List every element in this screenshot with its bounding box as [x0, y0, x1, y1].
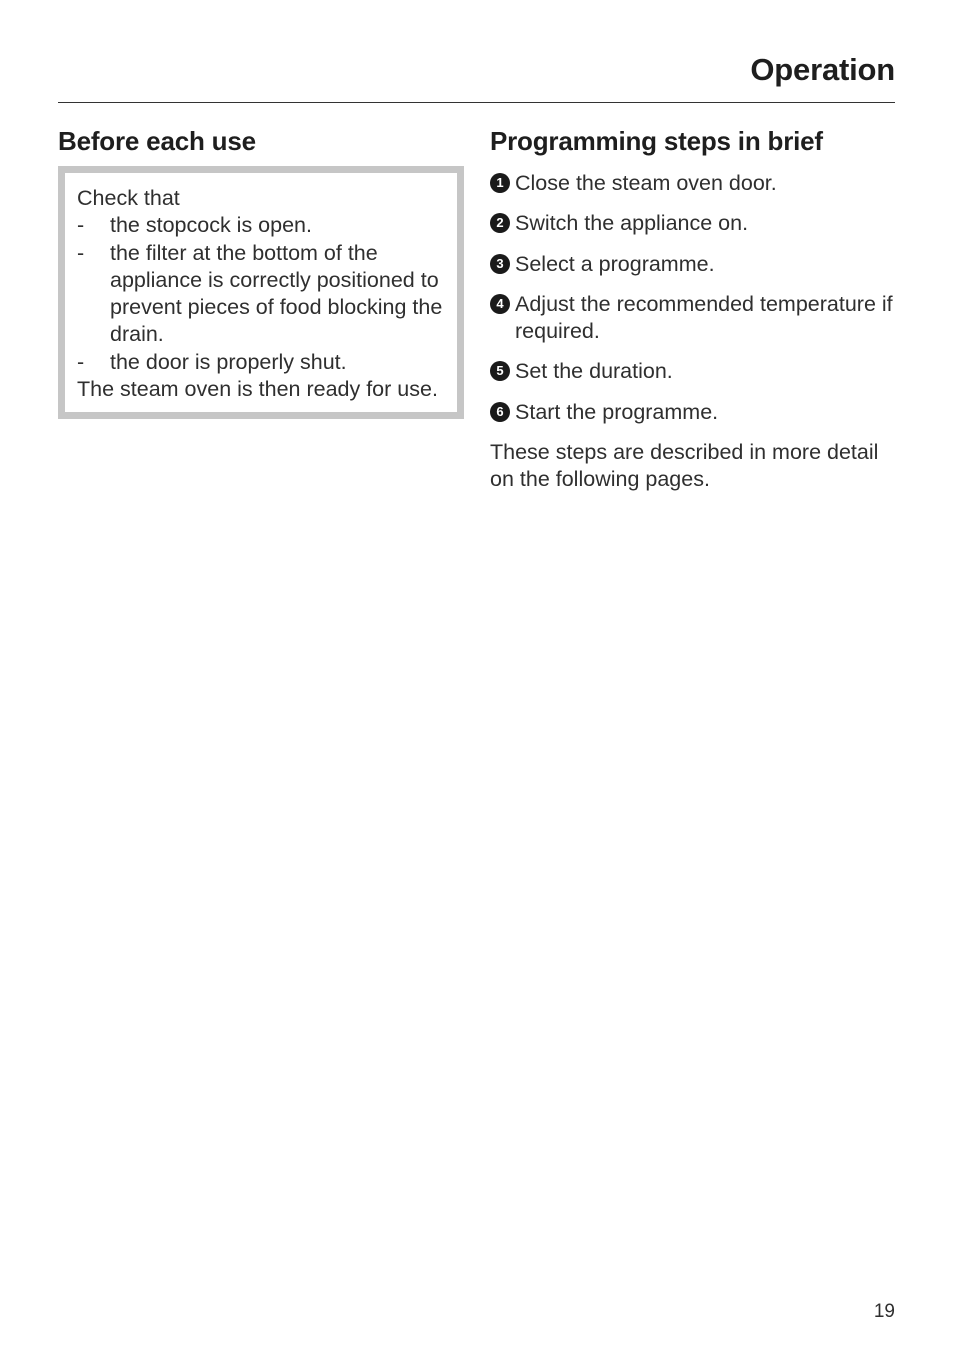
step-number-icon: 4 — [490, 294, 510, 314]
steps-list — [490, 170, 895, 426]
page-number: 19 — [873, 1301, 895, 1322]
step-item — [490, 170, 895, 197]
step-number-icon: 3 — [490, 254, 510, 274]
step-item — [490, 358, 895, 385]
dash-bullet: - — [77, 213, 85, 238]
checklist-item-text: the filter at the bottom of the appliance is correctly positioned to prevent pieces of food blocking the drain. — [110, 240, 443, 347]
checklist-item-text: the door is properly shut. — [110, 349, 347, 374]
step-number-icon: 1 — [490, 173, 510, 193]
checklist-outro: The steam oven is then ready for use. — [77, 377, 438, 402]
step-text: Close the steam oven door. — [515, 171, 777, 195]
step-item — [490, 399, 895, 426]
step-text: Select a programme. — [515, 251, 715, 276]
checklist-intro: Check that — [77, 186, 180, 210]
dash-bullet: - — [77, 240, 85, 265]
checklist — [77, 212, 445, 376]
step-number-icon: 5 — [490, 361, 510, 381]
dash-bullet: - — [77, 349, 85, 374]
step-text: Adjust the recommended temperature if required. — [515, 291, 893, 344]
before-each-use-heading: Before each use — [58, 126, 256, 156]
checklist-item — [77, 240, 445, 349]
checklist-item — [77, 212, 445, 239]
step-number-icon: 2 — [490, 213, 510, 233]
steps-footnote: These steps are described in more detail on the following pages. — [490, 440, 879, 492]
page-header — [58, 50, 895, 103]
page-title: Operation — [750, 52, 895, 87]
checklist-box — [58, 166, 464, 419]
checklist-item — [77, 349, 445, 376]
step-text: Start the programme. — [515, 399, 719, 424]
step-number-icon: 6 — [490, 402, 510, 422]
step-item — [490, 291, 895, 346]
step-text: Set the duration. — [515, 359, 673, 384]
programming-steps-heading: Programming steps in brief — [490, 126, 823, 156]
before-each-use-section — [58, 124, 464, 419]
programming-steps-section — [490, 124, 895, 494]
step-item — [490, 251, 895, 278]
checklist-item-text: the stopcock is open. — [110, 213, 312, 238]
step-item — [490, 210, 895, 237]
step-text: Switch the appliance on. — [515, 211, 749, 236]
